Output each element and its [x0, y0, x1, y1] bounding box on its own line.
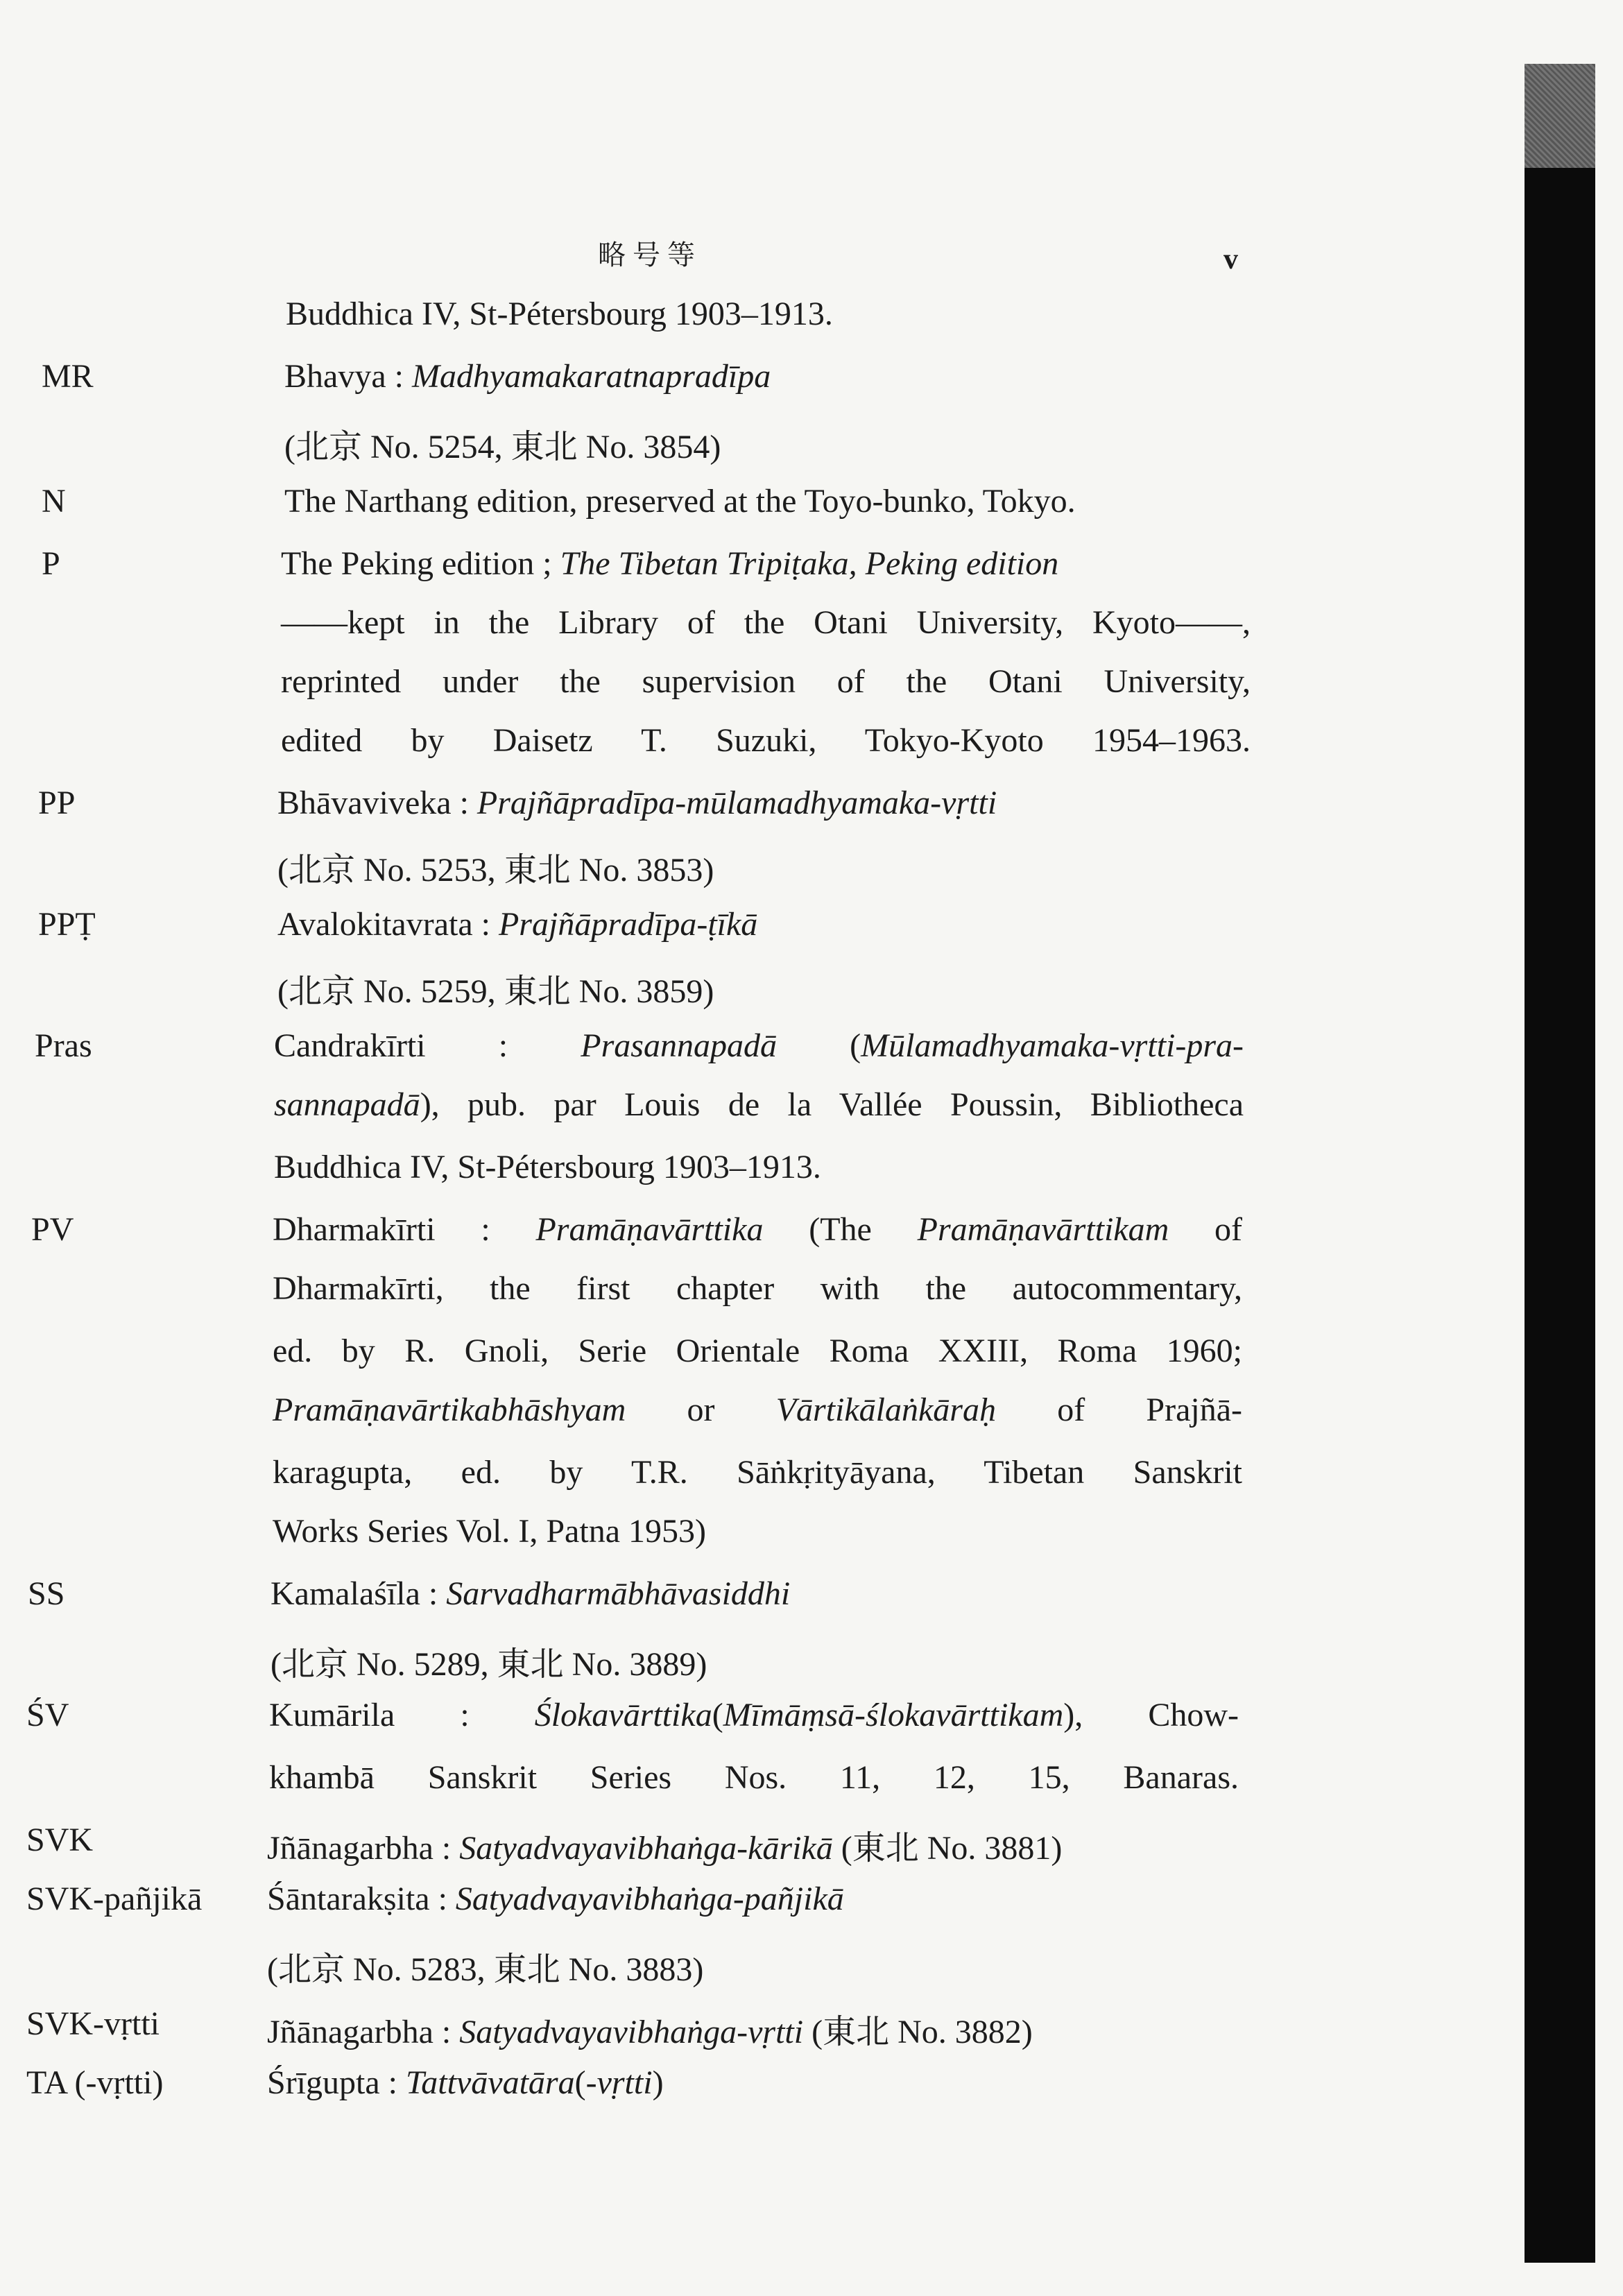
entry-line — [267, 1880, 844, 1918]
author-name: Kumārila : — [269, 1697, 535, 1733]
work-title: The Tibetan Tripiṭaka, Peking edition — [560, 545, 1059, 582]
work-title: vṛtti — [596, 2064, 653, 2101]
work-title: Ślokavārttika — [534, 1697, 712, 1733]
continuation-line: Buddhica IV, St-Pétersbourg 1903–1913. — [286, 295, 833, 332]
entry-line — [274, 1086, 1244, 1124]
author-name: Śrīgupta : — [267, 2064, 406, 2101]
abbreviation-key: MR — [42, 358, 94, 395]
line-text: Works Series Vol. I, Patna 1953) — [273, 1513, 706, 1550]
abbreviation-key: Pras — [35, 1027, 92, 1064]
entry-line — [267, 1821, 1062, 1869]
entry-line — [273, 1453, 1242, 1491]
author-name: Kamalaśīla : — [270, 1575, 447, 1612]
author-name: Avalokitavrata : — [277, 906, 499, 943]
author-name: Śāntarakṣita : — [267, 1881, 456, 1917]
line-text: ) — [652, 2064, 664, 2101]
line-text: khambā Sanskrit Series Nos. 11, 12, 15, Banaras. — [269, 1759, 1239, 1796]
line-text: ed. by R. Gnoli, Serie Orientale Roma XXIII, Roma 1960; — [273, 1333, 1242, 1369]
abbreviation-key: TA (-vṛtti) — [26, 2064, 164, 2101]
line-text: (- — [574, 2064, 597, 2101]
work-title: Vārtikālaṅkāraḥ — [775, 1391, 996, 1428]
line-text: of Prajñā- — [995, 1391, 1242, 1428]
entry-line — [274, 1027, 1244, 1065]
entry-line — [273, 1210, 1242, 1249]
entry-line — [277, 964, 714, 1012]
work-title: Madhyamakaratnapradīpa — [411, 358, 771, 395]
abbreviation-key: PP — [38, 785, 76, 821]
line-text: karagupta, ed. by T.R. Sāṅkṛityāyana, Tibetan Sanskrit — [273, 1454, 1242, 1491]
line-text: (北京 No. 5289, 東北 No. 3889) — [270, 1646, 707, 1683]
line-text: (北京 No. 5259, 東北 No. 3859) — [277, 973, 714, 1010]
line-text: (北京 No. 5283, 東北 No. 3883) — [267, 1951, 704, 1988]
line-text: Buddhica IV, St-Pétersbourg 1903–1913. — [274, 1149, 821, 1185]
line-text: ( — [712, 1697, 723, 1733]
line-text: reprinted under the supervision of the Otani University, — [281, 663, 1251, 700]
entry-line — [281, 603, 1251, 642]
work-title: Prajñāpradīpa-mūlamadhyamaka-vṛtti — [476, 785, 997, 821]
entry-line — [273, 1269, 1242, 1308]
entry-line — [269, 1696, 1239, 1734]
abbreviation-key: P — [42, 545, 60, 582]
entry-line — [273, 1332, 1242, 1370]
line-text: ), pub. par Louis de la Vallée Poussin, Bibliotheca — [420, 1086, 1244, 1123]
abbreviation-key: SS — [28, 1575, 65, 1612]
line-text: Dharmakīrti, the first chapter with the autocommentary, — [273, 1270, 1242, 1307]
entry-line — [269, 1758, 1239, 1797]
abbreviation-key: SVK-pañjikā — [26, 1881, 203, 1917]
entry-line — [277, 905, 757, 943]
abbreviation-key: SVK — [26, 1822, 94, 1858]
author-name: Dharmakīrti : — [273, 1211, 536, 1248]
work-title: sannapadā — [274, 1086, 420, 1123]
line-text: of — [1169, 1211, 1243, 1248]
line-text: ——kept in the Library of the Otani University, Kyoto——, — [281, 604, 1251, 641]
author-name: Jñānagarbha : — [267, 2014, 460, 2050]
work-title: Mūlamadhyamaka-vṛtti-pra- — [861, 1027, 1244, 1064]
line-text: edited by Daisetz T. Suzuki, Tokyo-Kyoto 1954–1963. — [281, 722, 1251, 759]
page-number: v — [1223, 243, 1238, 275]
entry-line — [277, 784, 997, 822]
work-title: Sarvadharmābhāvasiddhi — [446, 1575, 791, 1612]
entry-line — [277, 843, 714, 891]
line-prefix: The Peking edition ; — [281, 545, 560, 582]
entry-line — [281, 662, 1251, 701]
abbreviation-key: ŚV — [26, 1697, 69, 1733]
entry-line — [284, 357, 771, 395]
line-text: (北京 No. 5254, 東北 No. 3854) — [284, 429, 721, 465]
running-head: 略号等 — [598, 239, 702, 271]
work-title: Satyadvayavibhaṅga-vṛtti — [459, 2014, 804, 2050]
abbreviation-key: N — [42, 483, 66, 520]
work-title: Prasannapadā — [581, 1027, 777, 1064]
entry-line — [281, 545, 1058, 583]
entry-line — [270, 1637, 707, 1685]
work-title: Pramāṇavārttikam — [917, 1211, 1169, 1248]
line-text: ), Chow- — [1063, 1697, 1239, 1733]
author-name: Bhāvaviveka : — [277, 785, 477, 821]
entry-line — [274, 1148, 821, 1186]
entry-line — [284, 420, 721, 468]
line-text: (東北 No. 3881) — [832, 1830, 1063, 1867]
work-title: Mīmāṃsā-ślokavārttikam — [723, 1697, 1064, 1733]
entry-line — [273, 1512, 706, 1550]
abbreviation-key: SVK-vṛtti — [26, 2005, 160, 2042]
line-text: (The — [763, 1211, 918, 1248]
entry-line — [267, 2005, 1033, 2053]
entry-line — [267, 1942, 703, 1990]
line-text: ( — [776, 1027, 861, 1064]
entry-line — [267, 2064, 664, 2102]
abbreviation-key: PPṬ — [38, 906, 96, 943]
scan-edge-bar — [1525, 64, 1595, 2263]
entry-line — [273, 1391, 1242, 1429]
work-title: Prajñāpradīpa-ṭīkā — [498, 906, 758, 943]
work-title: Satyadvayavibhaṅga-pañjikā — [455, 1881, 844, 1917]
author-name: Candrakīrti : — [274, 1027, 581, 1064]
line-text: The Narthang edition, preserved at the Toyo-bunko, Tokyo. — [284, 483, 1076, 520]
line-text: or — [626, 1391, 776, 1428]
work-title: Tattvāvatāra — [406, 2064, 575, 2101]
work-title: Pramāṇavārttika — [535, 1211, 764, 1248]
line-text: (東北 No. 3882) — [803, 2014, 1033, 2050]
entry-line — [284, 482, 1076, 520]
work-title: Satyadvayavibhaṅga-kārikā — [459, 1830, 833, 1867]
entry-line — [270, 1575, 790, 1613]
work-title: Pramāṇavārtikabhāshyam — [273, 1391, 626, 1428]
line-text: (北京 No. 5253, 東北 No. 3853) — [277, 852, 714, 889]
author-name: Jñānagarbha : — [267, 1830, 460, 1867]
entry-line — [281, 721, 1251, 760]
author-name: Bhavya : — [284, 358, 412, 395]
abbreviation-key: PV — [31, 1211, 74, 1248]
